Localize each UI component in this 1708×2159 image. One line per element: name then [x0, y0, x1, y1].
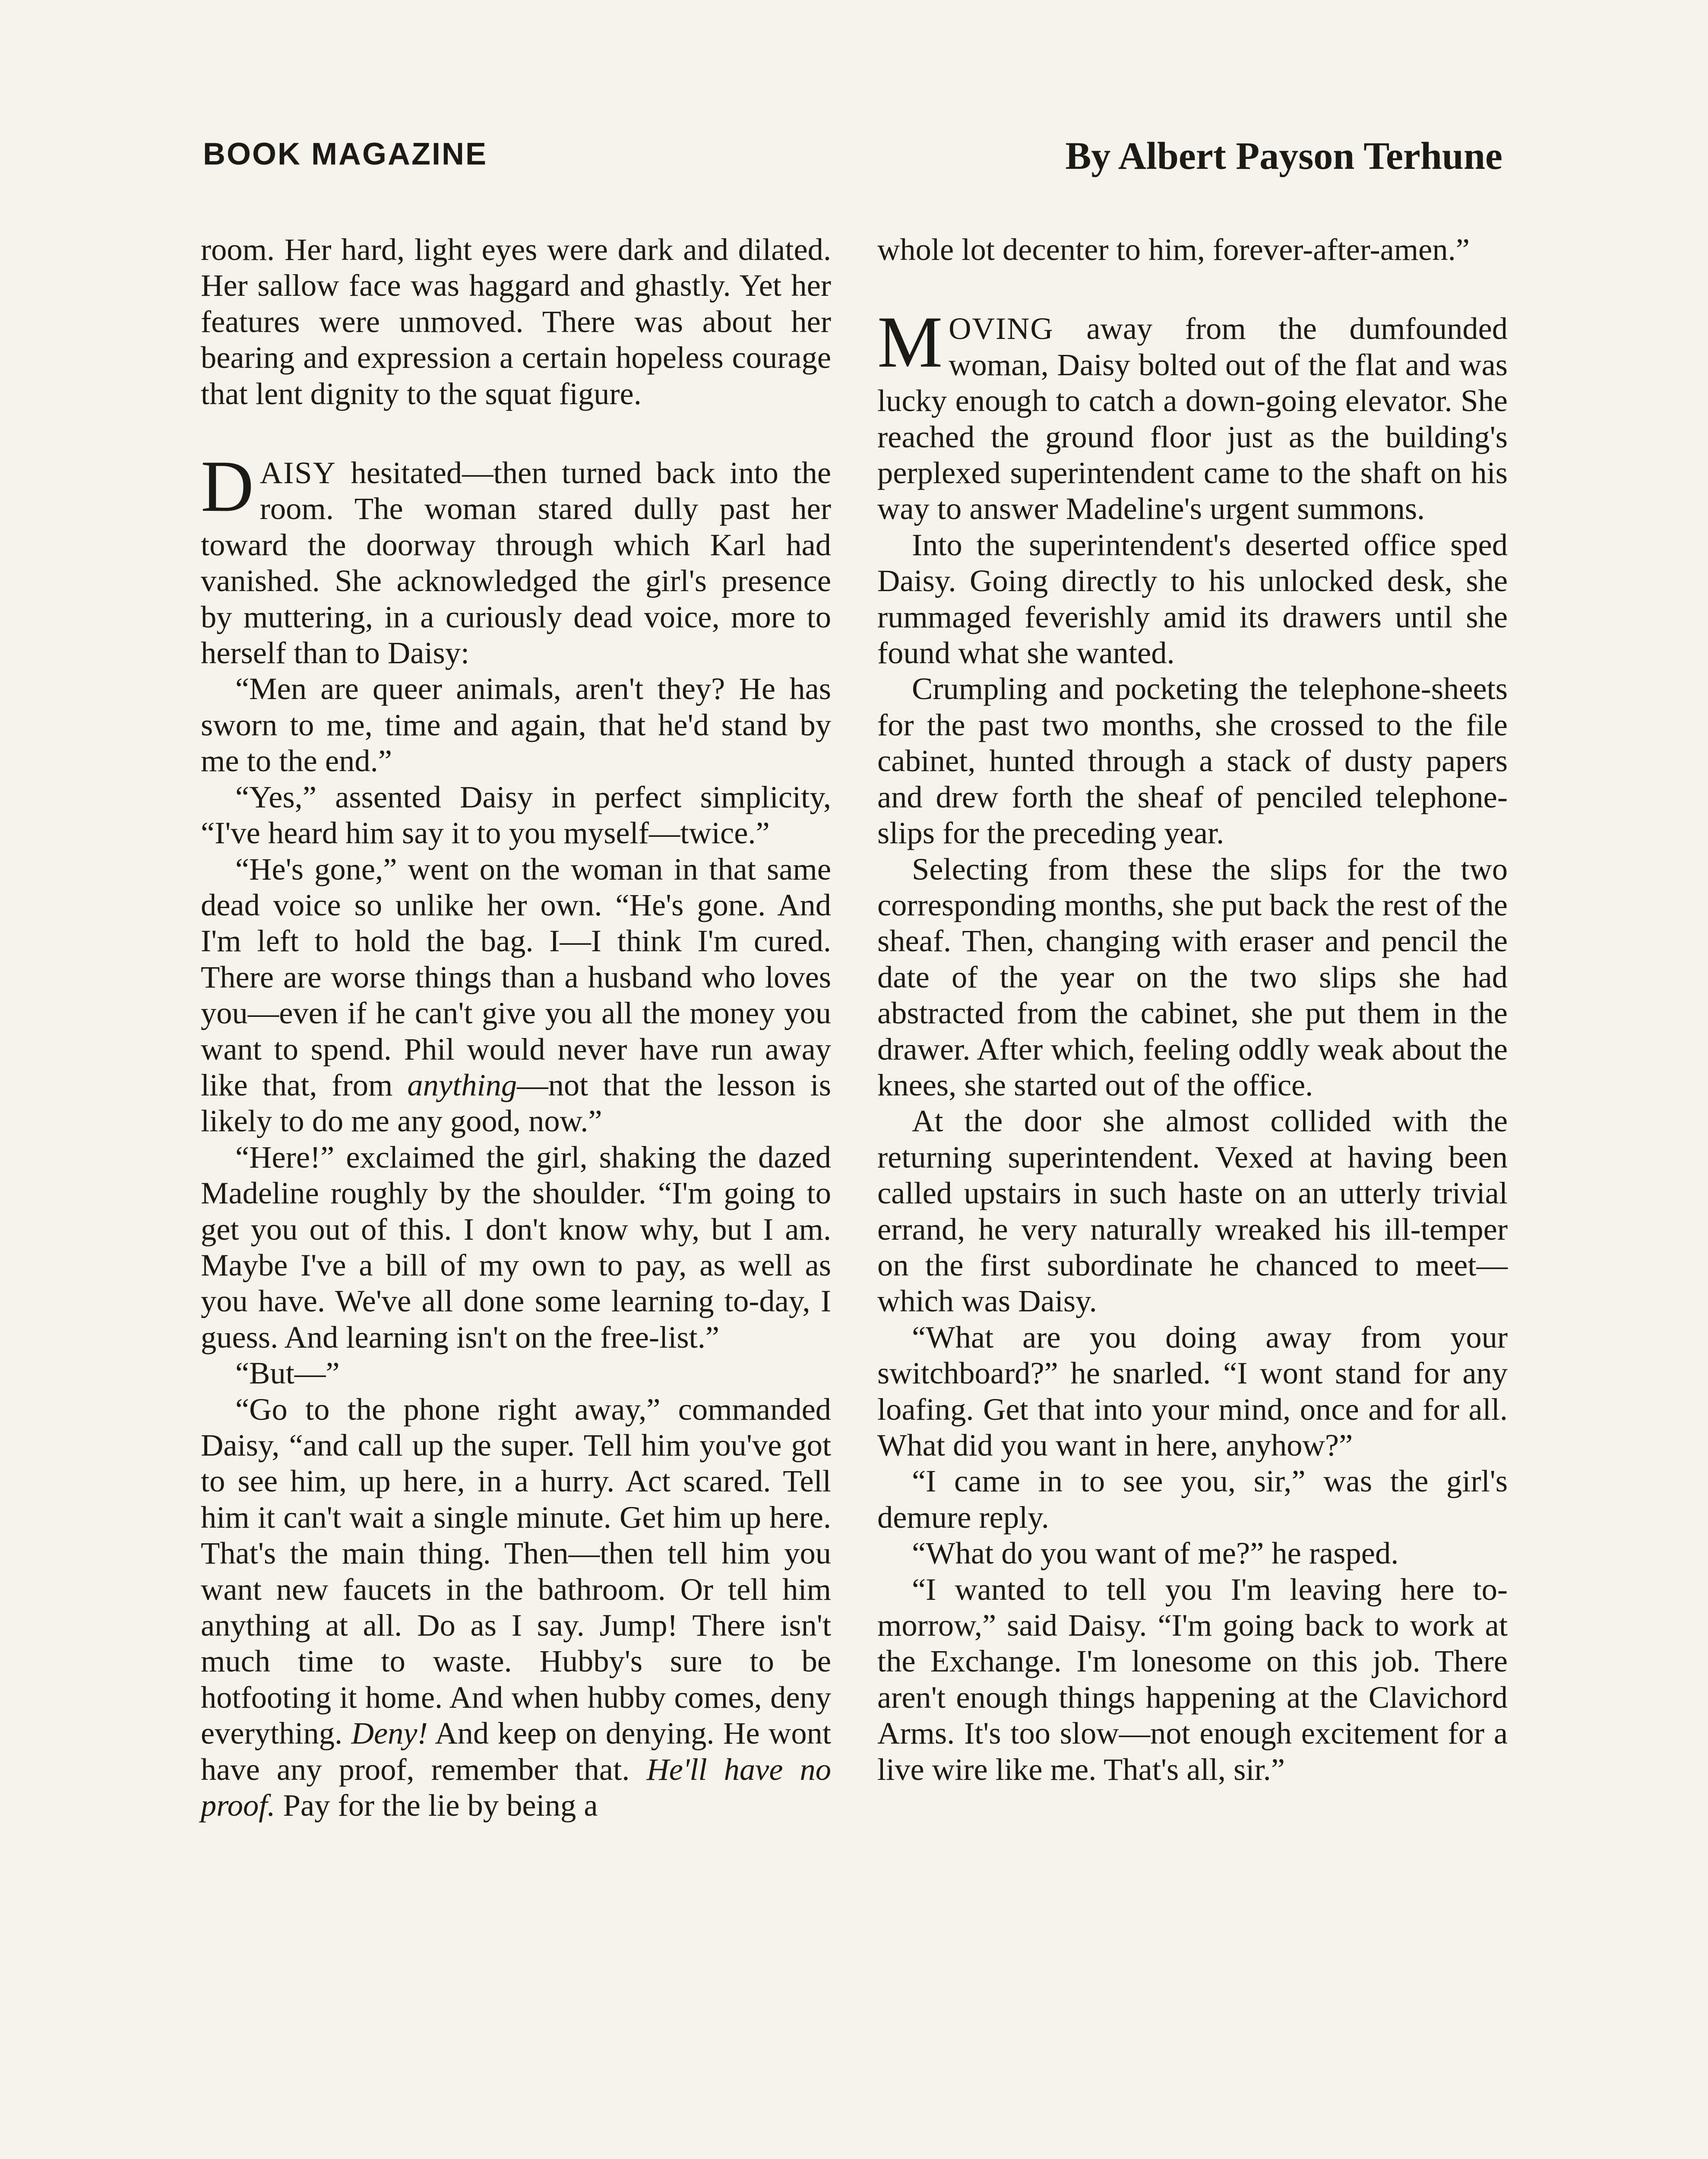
paragraph	[201, 1391, 831, 1823]
paragraph: room. Her hard, light eyes were dark and dilated. Her sallow face was haggard and ghastly. Yet her features were unmoved. There was about her bearing and expression a certain hopeless courage that lent dignity to the squat figure.	[201, 232, 831, 411]
emphasis-text: He'll have no proof.	[201, 1751, 832, 1823]
paragraph-text: “He's gone,” went on the woman in that same dead voice so unlike her own. “He's gone. And I'm left to hold the bag. I—I think I'm cured. There are worse things than a husband who loves you—even if he can't give you all the money you want to spend. Phil would never have run away like that, from	[201, 851, 831, 1102]
small-caps-lead: AISY	[259, 455, 336, 491]
paragraph-text: hesitated—then turned back into the room. The woman stared dully past her toward the doorway through which Karl had vanished. She acknowledged the girl's presence by muttering, in a curiously dead voice, more to herself than to Daisy:	[201, 455, 831, 671]
paragraph-text: Pay for the lie by being a	[275, 1788, 598, 1823]
paragraph: whole lot decenter to him, forever-after-amen.”	[877, 232, 1470, 267]
left-column	[201, 231, 831, 1823]
emphasis-text: Deny!	[351, 1716, 428, 1751]
paragraph-text: —not that the lesson is likely to do me any good, now.”	[201, 1067, 832, 1139]
section-paragraph	[877, 301, 1508, 526]
paragraph: “What do you want of me?” he rasped.	[912, 1535, 1399, 1571]
emphasis-text: anything	[407, 1067, 517, 1102]
small-caps-lead: OVING	[949, 311, 1054, 346]
paragraph-text: “Go to the phone right away,” commanded Daisy, “and call up the super. Tell him you've got to see him, up here, in a hurry. Act scared. Tell him it can't wait a single minute. Get him up here. That's the main thing. Then—then tell him you want new faucets in the bathroom. Or tell him anything at all. Do as I say. Jump! There isn't much time to waste. Hubby's sure to be hotfooting it home. And when hubby comes, deny everything.	[201, 1391, 831, 1751]
paragraph: Crumpling and pocketing the telephone-sheets for the past two months, she crossed to the file cabinet, hunted through a stack of dusty papers and drew forth the sheaf of penciled telephone-slips for the preceding year.	[877, 671, 1508, 851]
drop-cap: M	[877, 301, 943, 383]
paragraph: At the door she almost collided with the returning superintendent. Vexed at having been called upstairs in such haste on an utterly trivial errand, he very naturally wreaked his ill-temper on the first subordinate he chanced to meet—which was Daisy.	[877, 1103, 1508, 1319]
paragraph-text: away from the dumfounded woman, Daisy bolted out of the flat and was lucky enough to catch a down-going elevator. She reached the ground floor just as the building's perplexed superintendent came to the shaft on his way to answer Madeline's urgent summons.	[877, 311, 1508, 526]
right-column	[877, 231, 1508, 1787]
paragraph: “Here!” exclaimed the girl, shaking the dazed Madeline roughly by the shoulder. “I'm going to get you out of this. I don't know why, but I am. Maybe I've a bill of my own to pay, as well as you have. We've all done some learning to-day, I guess. And learning isn't on the free-list.”	[201, 1139, 831, 1355]
section-paragraph	[201, 446, 831, 671]
paragraph: “Men are queer animals, aren't they? He has sworn to me, time and again, that he'd stand by me to the end.”	[201, 671, 831, 779]
page-header	[203, 136, 1502, 193]
publication-title: BOOK MAGAZINE	[203, 137, 487, 171]
paragraph-text: And keep on denying. He wont have any proof, remember that.	[201, 1716, 831, 1787]
drop-cap: D	[201, 446, 254, 527]
paragraph: “What are you doing away from your switchboard?” he snarled. “I wont stand for any loafing. Get that into your mind, once and for all. What did you want in here, anyhow?”	[877, 1319, 1508, 1463]
paragraph: Into the superintendent's deserted office sped Daisy. Going directly to his unlocked desk, she rummaged feverishly amid its drawers until she found what she wanted.	[877, 527, 1508, 671]
author-byline: By Albert Payson Terhune	[1065, 135, 1502, 177]
paragraph: “But—”	[235, 1355, 340, 1391]
paragraph: “I wanted to tell you I'm leaving here to-morrow,” said Daisy. “I'm going back to work at the Exchange. I'm lonesome on this job. There aren't enough things happening at the Clavichord Arms. It's too slow—not enough excitement for a live wire like me. That's all, sir.”	[877, 1571, 1508, 1787]
paragraph	[201, 851, 831, 1139]
paragraph: Selecting from these the slips for the two corresponding months, she put back the rest of the sheaf. Then, changing with eraser and pencil the date of the year on the two slips she had abstracted from the cabinet, she put them in the drawer. After which, feeling oddly weak about the knees, she started out of the office.	[877, 851, 1508, 1102]
paragraph: “Yes,” assented Daisy in perfect simplicity, “I've heard him say it to you myself—twice.”	[201, 779, 831, 851]
paragraph: “I came in to see you, sir,” was the girl's demure reply.	[877, 1463, 1508, 1535]
